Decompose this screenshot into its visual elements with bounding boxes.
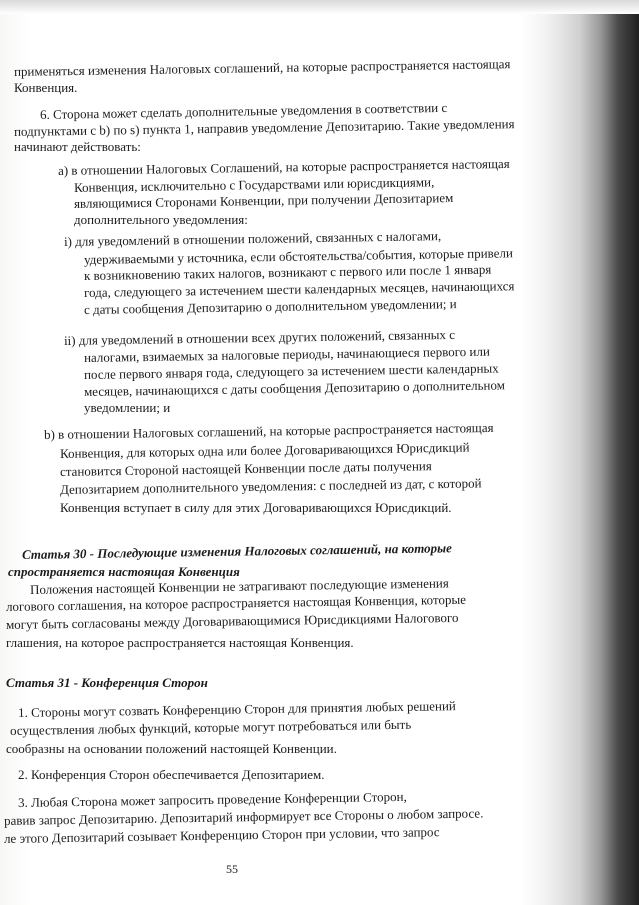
text-line: начинают действовать: [14, 139, 141, 154]
text-line: к возникновению таких налогов, возникают с первого или после 1 января [83, 261, 492, 283]
text-line: Депозитарием дополнительного уведомления: с последней из дат, с которой [59, 475, 482, 497]
text-line: налогами, взимаемых за налоговые периоды, начинающиеся первого или [83, 343, 490, 365]
text-line: равив запрос Депозитарию. Депозитарий информирует все Стороны о любом запросе. [3, 805, 484, 828]
text-line: года, следующего за истечением шести календарных месяцев, начинающихся [83, 278, 515, 300]
text-line: 3. Любая Сторона может запросить проведение Конференции Сторон, [17, 788, 407, 810]
text-line: дополнительного уведомления: [74, 212, 248, 227]
text-line: глашения, на которое распространяется настоящая Конвенция. [6, 635, 354, 650]
text-line: могут быть согласованы между Договаривающимися Юрисдикциями Налогового [5, 609, 459, 632]
text-line: осуществления любых функций, которые могут потребоваться или быть [9, 716, 412, 738]
text-line: после первого января года, следующего за истечением шести календарных [83, 360, 499, 382]
text-line: a) в отношении Налоговых Соглашений, на которые распространяется настоящая [57, 155, 510, 178]
text-line: b) в отношении Налоговых соглашений, на которые распространяется настоящая [43, 419, 494, 442]
scan-top-edge [0, 0, 639, 14]
text-line: 2. Конференция Сторон обеспечивается Депозитарием. [18, 767, 325, 782]
article-31-heading: Статья 31 - Конференция Сторон [6, 675, 208, 690]
text-line: являющимися Сторонами Конвенции, при получении Депозитарием [73, 190, 454, 211]
text-line: Положения настоящей Конвенции не затрагивают последующие изменения [29, 575, 449, 597]
text-line: 6. Сторона может сделать дополнительные уведомления в соответствии с [39, 99, 448, 122]
text-line: месяцев, начинающихся с даты сообщения Депозитарию о дополнительном [83, 377, 506, 399]
article-30-heading: Статья 30 - Последующие изменения Налоговых соглашений, на которые [21, 540, 452, 562]
text-line: подпунктами с b) по s) пункта 1, направив уведомление Депозитарию. Такие уведомления [13, 116, 515, 139]
text-line: Конвенция вступает в силу для этих Договаривающихся Юрисдикций. [60, 500, 452, 515]
text-line: применяться изменения Налоговых соглашений, на которые распространяется настоящая [13, 56, 511, 79]
text-line: Конвенция. [14, 80, 78, 95]
text-line: удерживаемыми у источника, если обстоятельства/события, которые привели [83, 245, 514, 267]
text-line: Конвенция, исключительно с Государствами или юрисдикциями, [73, 174, 435, 195]
text-line: логового соглашения, на которое распространяется настоящая Конвенция, которые [5, 591, 467, 614]
page-number: 55 [226, 862, 238, 876]
text-line: ii) для уведомлений в отношении всех других положений, связанных с [63, 326, 456, 348]
text-line: становится Стороной настоящей Конвенции после даты получения [59, 458, 432, 479]
text-line: 1. Стороны могут созвать Конференцию Сторон для принятия любых решений [17, 698, 456, 720]
text-line: с даты сообщения Депозитарию о дополнительном уведомлении; и [83, 296, 457, 317]
text-line: сообразны на основании положений настоящей Конвенции. [6, 741, 337, 756]
text-line: ле этого Депозитарий созывает Конференцию Сторон при условии, что запрос [3, 824, 440, 846]
text-line: i) для уведомлений в отношении положений, связанных с налогами, [63, 228, 442, 249]
article-30-heading: спространяется настоящая Конвенция [8, 564, 240, 579]
text-line: Конвенция, для которых одна или более Договаривающихся Юрисдикций [59, 439, 470, 461]
text-line: уведомлении; и [84, 400, 171, 415]
